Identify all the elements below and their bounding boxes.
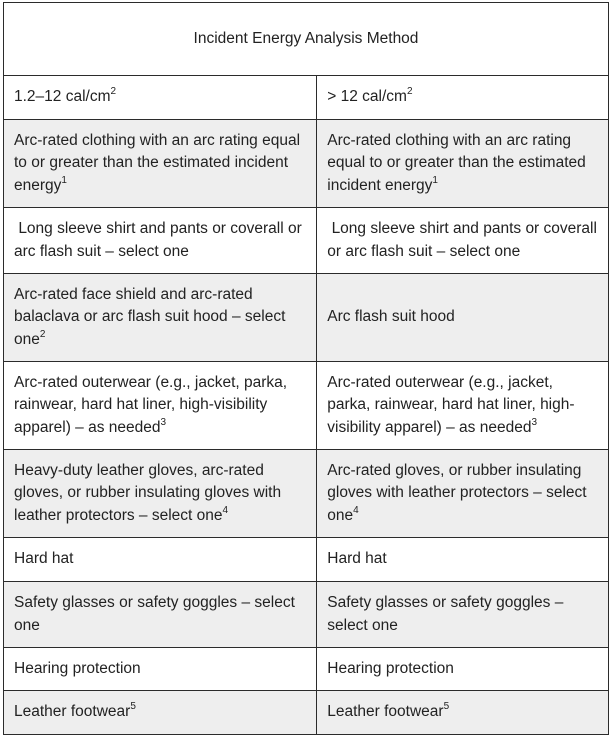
cell-text: Safety glasses or safety goggles – select one xyxy=(14,594,295,634)
header-low-sup: 2 xyxy=(110,86,117,98)
cell-face-shield-high xyxy=(317,274,609,362)
cell-text: Long sleeve shirt and pants or coverall or arc flash suit – select one xyxy=(327,220,602,260)
cell-hearing-high xyxy=(317,648,609,691)
table-row xyxy=(4,120,609,208)
header-low-range xyxy=(4,76,317,120)
cell-footwear-low xyxy=(4,691,317,735)
cell-text: Arc-rated clothing with an arc rating equal to or greater than the estimated incident energy xyxy=(327,131,586,194)
footnote-ref: 2 xyxy=(39,328,46,340)
table-row xyxy=(4,538,609,582)
cell-text: Arc-rated face shield and arc-rated balaclava or arc flash suit hood – select one xyxy=(14,285,286,348)
header-high-range xyxy=(317,76,609,120)
cell-text: Heavy-duty leather gloves, arc-rated gloves, or rubber insulating gloves with leather protectors – select one xyxy=(14,461,282,524)
cell-text: Hard hat xyxy=(327,550,387,568)
header-low-text: 1.2–12 cal/cm xyxy=(14,88,111,106)
cell-clothing-high xyxy=(317,120,609,208)
cell-outerwear-low xyxy=(4,362,317,450)
cell-text: Long sleeve shirt and pants or coverall or arc flash suit – select one xyxy=(14,220,307,260)
cell-text: Arc-rated clothing with an arc rating equal to or greater than the estimated incident energy xyxy=(14,131,301,194)
header-row xyxy=(4,76,609,120)
table-row xyxy=(4,691,609,735)
table-row xyxy=(4,274,609,362)
table-row xyxy=(4,208,609,274)
cell-text: Arc-rated outerwear (e.g., jacket, parka, rainwear, hard hat liner, high-visibility apparel) – as needed xyxy=(14,373,288,436)
cell-hard-hat-high xyxy=(317,538,609,582)
cell-text: Leather footwear xyxy=(14,703,131,721)
cell-text: Arc-rated gloves, or rubber insulating gloves with leather protectors – select one xyxy=(327,461,587,524)
table-row xyxy=(4,450,609,538)
cell-shirt-low xyxy=(4,208,317,274)
footnote-ref: 1 xyxy=(61,174,67,186)
cell-glasses-low xyxy=(4,582,317,648)
title-row xyxy=(4,3,609,76)
header-high-text: > 12 cal/cm xyxy=(327,88,407,106)
footnote-ref: 4 xyxy=(353,504,359,516)
ppe-table xyxy=(3,2,609,735)
footnote-ref: 3 xyxy=(160,416,167,428)
cell-hearing-low xyxy=(4,648,317,691)
cell-footwear-high xyxy=(317,691,609,735)
cell-text: Leather footwear xyxy=(327,703,444,721)
cell-clothing-low xyxy=(4,120,317,208)
cell-text: Hearing protection xyxy=(14,659,141,677)
cell-face-shield-low xyxy=(4,274,317,362)
footnote-ref: 5 xyxy=(130,701,136,713)
cell-text: Arc flash suit hood xyxy=(327,308,455,326)
cell-text: Arc-rated outerwear (e.g., jacket, parka, rainwear, hard hat liner, high-visibility apparel) – as needed xyxy=(327,373,575,436)
table-title: Incident Energy Analysis Method xyxy=(4,3,609,76)
cell-hard-hat-low xyxy=(4,538,317,582)
cell-text: Hearing protection xyxy=(327,659,454,677)
footnote-ref: 4 xyxy=(222,504,229,516)
table-row xyxy=(4,582,609,648)
cell-gloves-high xyxy=(317,450,609,538)
cell-glasses-high xyxy=(317,582,609,648)
footnote-ref: 1 xyxy=(432,174,438,186)
footnote-ref: 3 xyxy=(531,416,538,428)
cell-text: Safety glasses or safety goggles – select one xyxy=(327,594,564,634)
footnote-ref: 5 xyxy=(443,701,450,713)
cell-outerwear-high xyxy=(317,362,609,450)
cell-shirt-high xyxy=(317,208,609,274)
header-high-sup: 2 xyxy=(406,86,413,98)
table-row xyxy=(4,648,609,691)
table-row xyxy=(4,362,609,450)
cell-text: Hard hat xyxy=(14,550,74,568)
cell-gloves-low xyxy=(4,450,317,538)
